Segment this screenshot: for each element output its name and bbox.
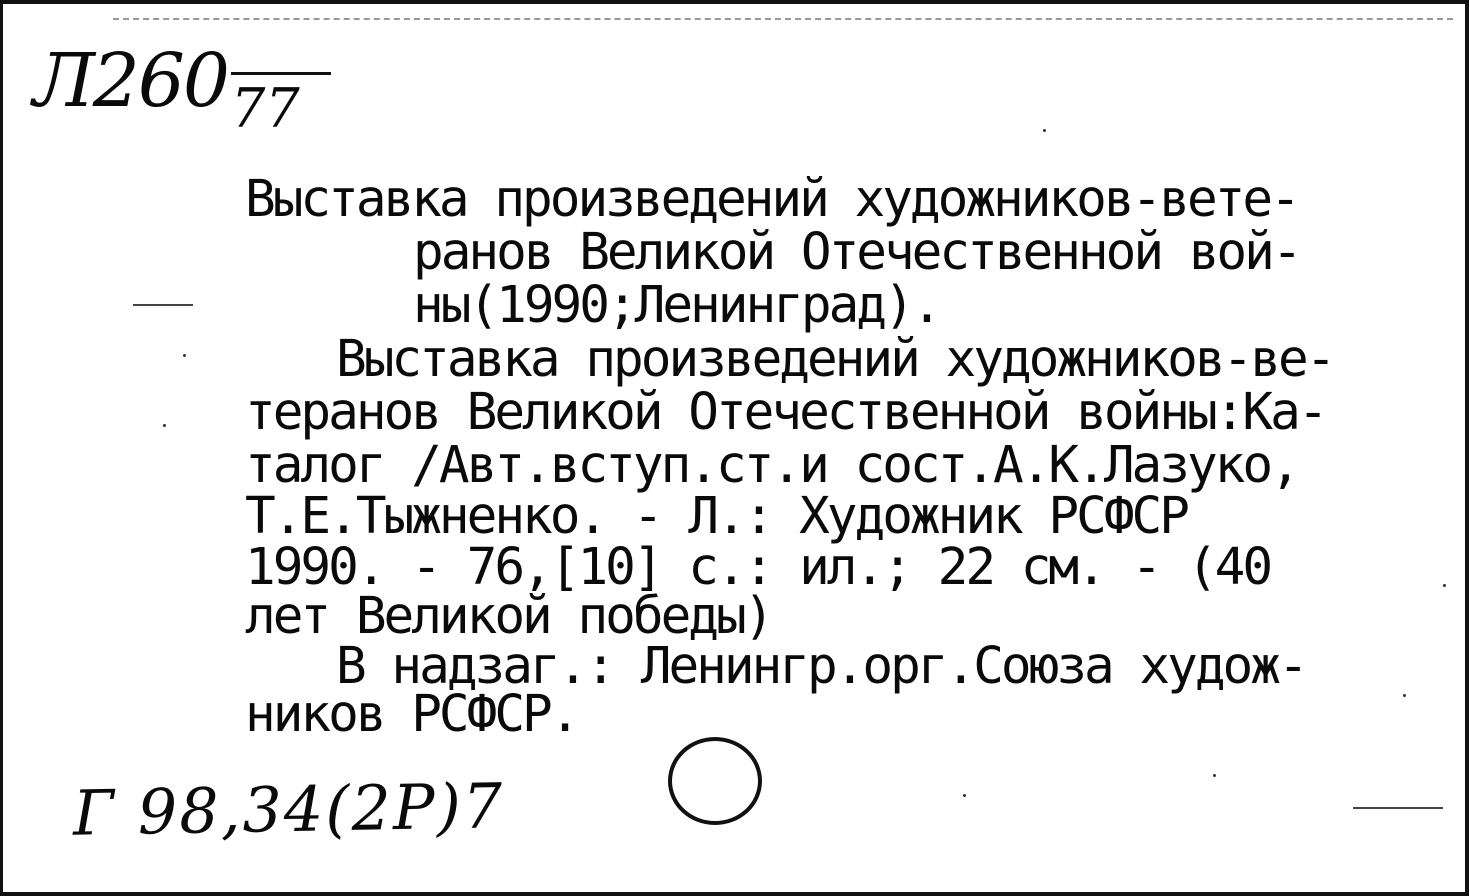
scan-speck <box>163 424 166 427</box>
shelfmark-suffix: 77 <box>231 77 300 140</box>
body-line-1: Выставка произведений художников-ве- <box>336 330 1334 389</box>
heading-line-3: ны(1990;Ленинград). <box>413 276 940 335</box>
body-line-2: теранов Великой Отечественной войны:Ка- <box>245 383 1326 442</box>
body-line-6: лет Великой победы) <box>245 587 772 646</box>
scan-dash <box>1353 807 1443 809</box>
body-line-4: Т.Е.Тыжненко. - Л.: Художник РСФСР <box>245 487 1187 546</box>
circle-mark <box>668 737 762 825</box>
scan-speck <box>1213 774 1216 777</box>
scan-dash <box>133 304 193 306</box>
scan-speck <box>1403 694 1406 697</box>
scan-speck <box>1443 584 1446 587</box>
top-rule <box>113 18 1453 20</box>
shelfmark-number: Л260 <box>33 38 228 124</box>
note-line-1: В надзаг.: Ленингр.орг.Союза худож- <box>336 637 1306 696</box>
heading-line-2: ранов Великой Отечественной вой- <box>413 223 1300 282</box>
body-line-3: талог /Авт.вступ.ст.и сост.А.К.Лазуко, <box>245 436 1298 495</box>
scan-speck <box>183 354 186 357</box>
note-line-2: ников РСФСР. <box>245 685 578 744</box>
shelfmark-fraction-line <box>231 72 331 75</box>
body-line-5: 1990. - 76,[10] с.: ил.; 22 см. - (40 <box>245 538 1271 597</box>
heading-line-1: Выставка произведений художников-вете- <box>245 170 1298 229</box>
scan-speck <box>1043 129 1046 132</box>
scan-speck <box>963 794 966 797</box>
classification-mark: Г 98,34(2Р)7 <box>72 769 505 850</box>
